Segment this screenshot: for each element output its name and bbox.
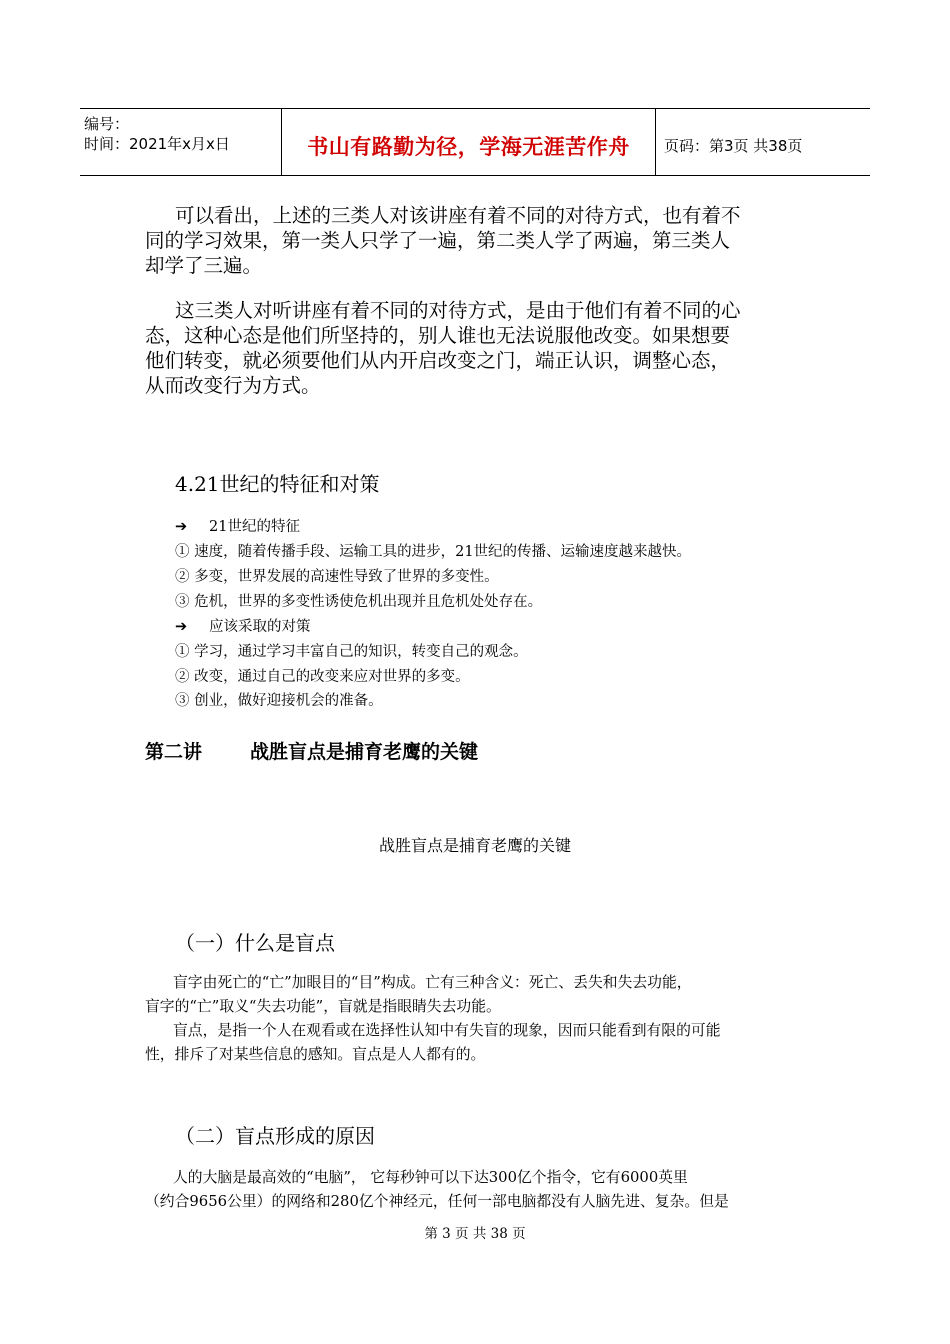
- arrow-right-icon: ➔: [175, 619, 188, 635]
- list-item: ② 改变，通过自己的改变来应对世界的多变。: [175, 669, 470, 685]
- lecture-heading: [145, 737, 478, 764]
- body-line: 盲字的“亡”取义“失去功能”，盲就是指眼睛失去功能。: [145, 998, 501, 1015]
- paragraph-line: 可以看出，上述的三类人对该讲座有着不同的对待方式，也有着不: [175, 204, 741, 227]
- part2-heading: （二）盲点形成的原因: [175, 1124, 375, 1148]
- header-motto-cell: [282, 109, 656, 175]
- list-item: ③ 危机，世界的多变性诱使危机出现并且危机处处存在。: [175, 594, 543, 610]
- header-page-info: 页码：第3页 共38页: [664, 137, 803, 155]
- header-meta-cell: [80, 109, 282, 175]
- list-item: ① 学习，通过学习丰富自己的知识，转变自己的观念。: [175, 644, 528, 660]
- time-label: 时间：2021年x月x日: [84, 135, 230, 153]
- body-line: 人的大脑是最高效的“电脑”， 它每秒钟可以下达300亿个指令，它有6000英里: [173, 1169, 688, 1186]
- measures-title-row: [175, 615, 311, 639]
- body-line: （约合9656公里）的网络和280亿个神经元，任何一部电脑都没有人脑先进、复杂。但是: [145, 1193, 729, 1210]
- list-item: ② 多变，世界发展的高速性导致了世界的多变性。: [175, 569, 499, 585]
- paragraph-line: 态，这种心态是他们所坚持的，别人谁也无法说服他改变。如果想要: [145, 324, 731, 347]
- features-title-row: [175, 515, 300, 539]
- body-line: 盲点，是指一个人在观看或在选择性认知中有失盲的现象，因而只能看到有限的可能: [173, 1022, 721, 1039]
- paragraph-line: 这三类人对听讲座有着不同的对待方式，是由于他们有着不同的心: [175, 299, 741, 322]
- page-header-table: [80, 108, 870, 176]
- list-item: ① 速度，随着传播手段、运输工具的进步，21世纪的传播、运输速度越来越快。: [175, 544, 692, 560]
- measures-title: 应该采取的对策: [209, 619, 311, 635]
- paragraph-line: 却学了三遍。: [145, 254, 263, 277]
- header-page-cell: [656, 109, 870, 175]
- part1-body: [145, 971, 815, 1067]
- section-heading: 4.21世纪的特征和对策: [175, 472, 380, 496]
- paragraph-line: 从而改变行为方式。: [145, 374, 321, 397]
- paragraph-2: [145, 298, 815, 398]
- paragraph-line: 他们转变，就必须要他们从内开启改变之门，端正认识，调整心态，: [145, 349, 731, 372]
- number-label: 编号：: [84, 115, 130, 133]
- arrow-right-icon: ➔: [175, 519, 188, 535]
- part1-heading: （一）什么是盲点: [175, 931, 335, 955]
- paragraph-1: [145, 203, 815, 278]
- header-motto: 书山有路勤为径，学海无涯苦作舟: [307, 135, 630, 159]
- lecture-title: 战胜盲点是捕育老鹰的关键: [250, 741, 479, 763]
- body-line: 盲字由死亡的“亡”加眼目的“目”构成。亡有三种含义：死亡、丢失和失去功能，: [173, 974, 692, 991]
- body-line: 性，排斥了对某些信息的感知。盲点是人人都有的。: [145, 1046, 486, 1063]
- list-item: ③ 创业，做好迎接机会的准备。: [175, 693, 383, 709]
- page-footer: 第 3 页 共 38 页: [424, 1226, 526, 1242]
- paragraph-line: 同的学习效果，第一类人只学了一遍，第二类人学了两遍，第三类人: [145, 229, 731, 252]
- lecture-number: 第二讲: [145, 741, 203, 763]
- part2-body: [145, 1166, 815, 1214]
- center-title: 战胜盲点是捕育老鹰的关键: [378, 836, 571, 855]
- features-title: 21世纪的特征: [209, 519, 300, 535]
